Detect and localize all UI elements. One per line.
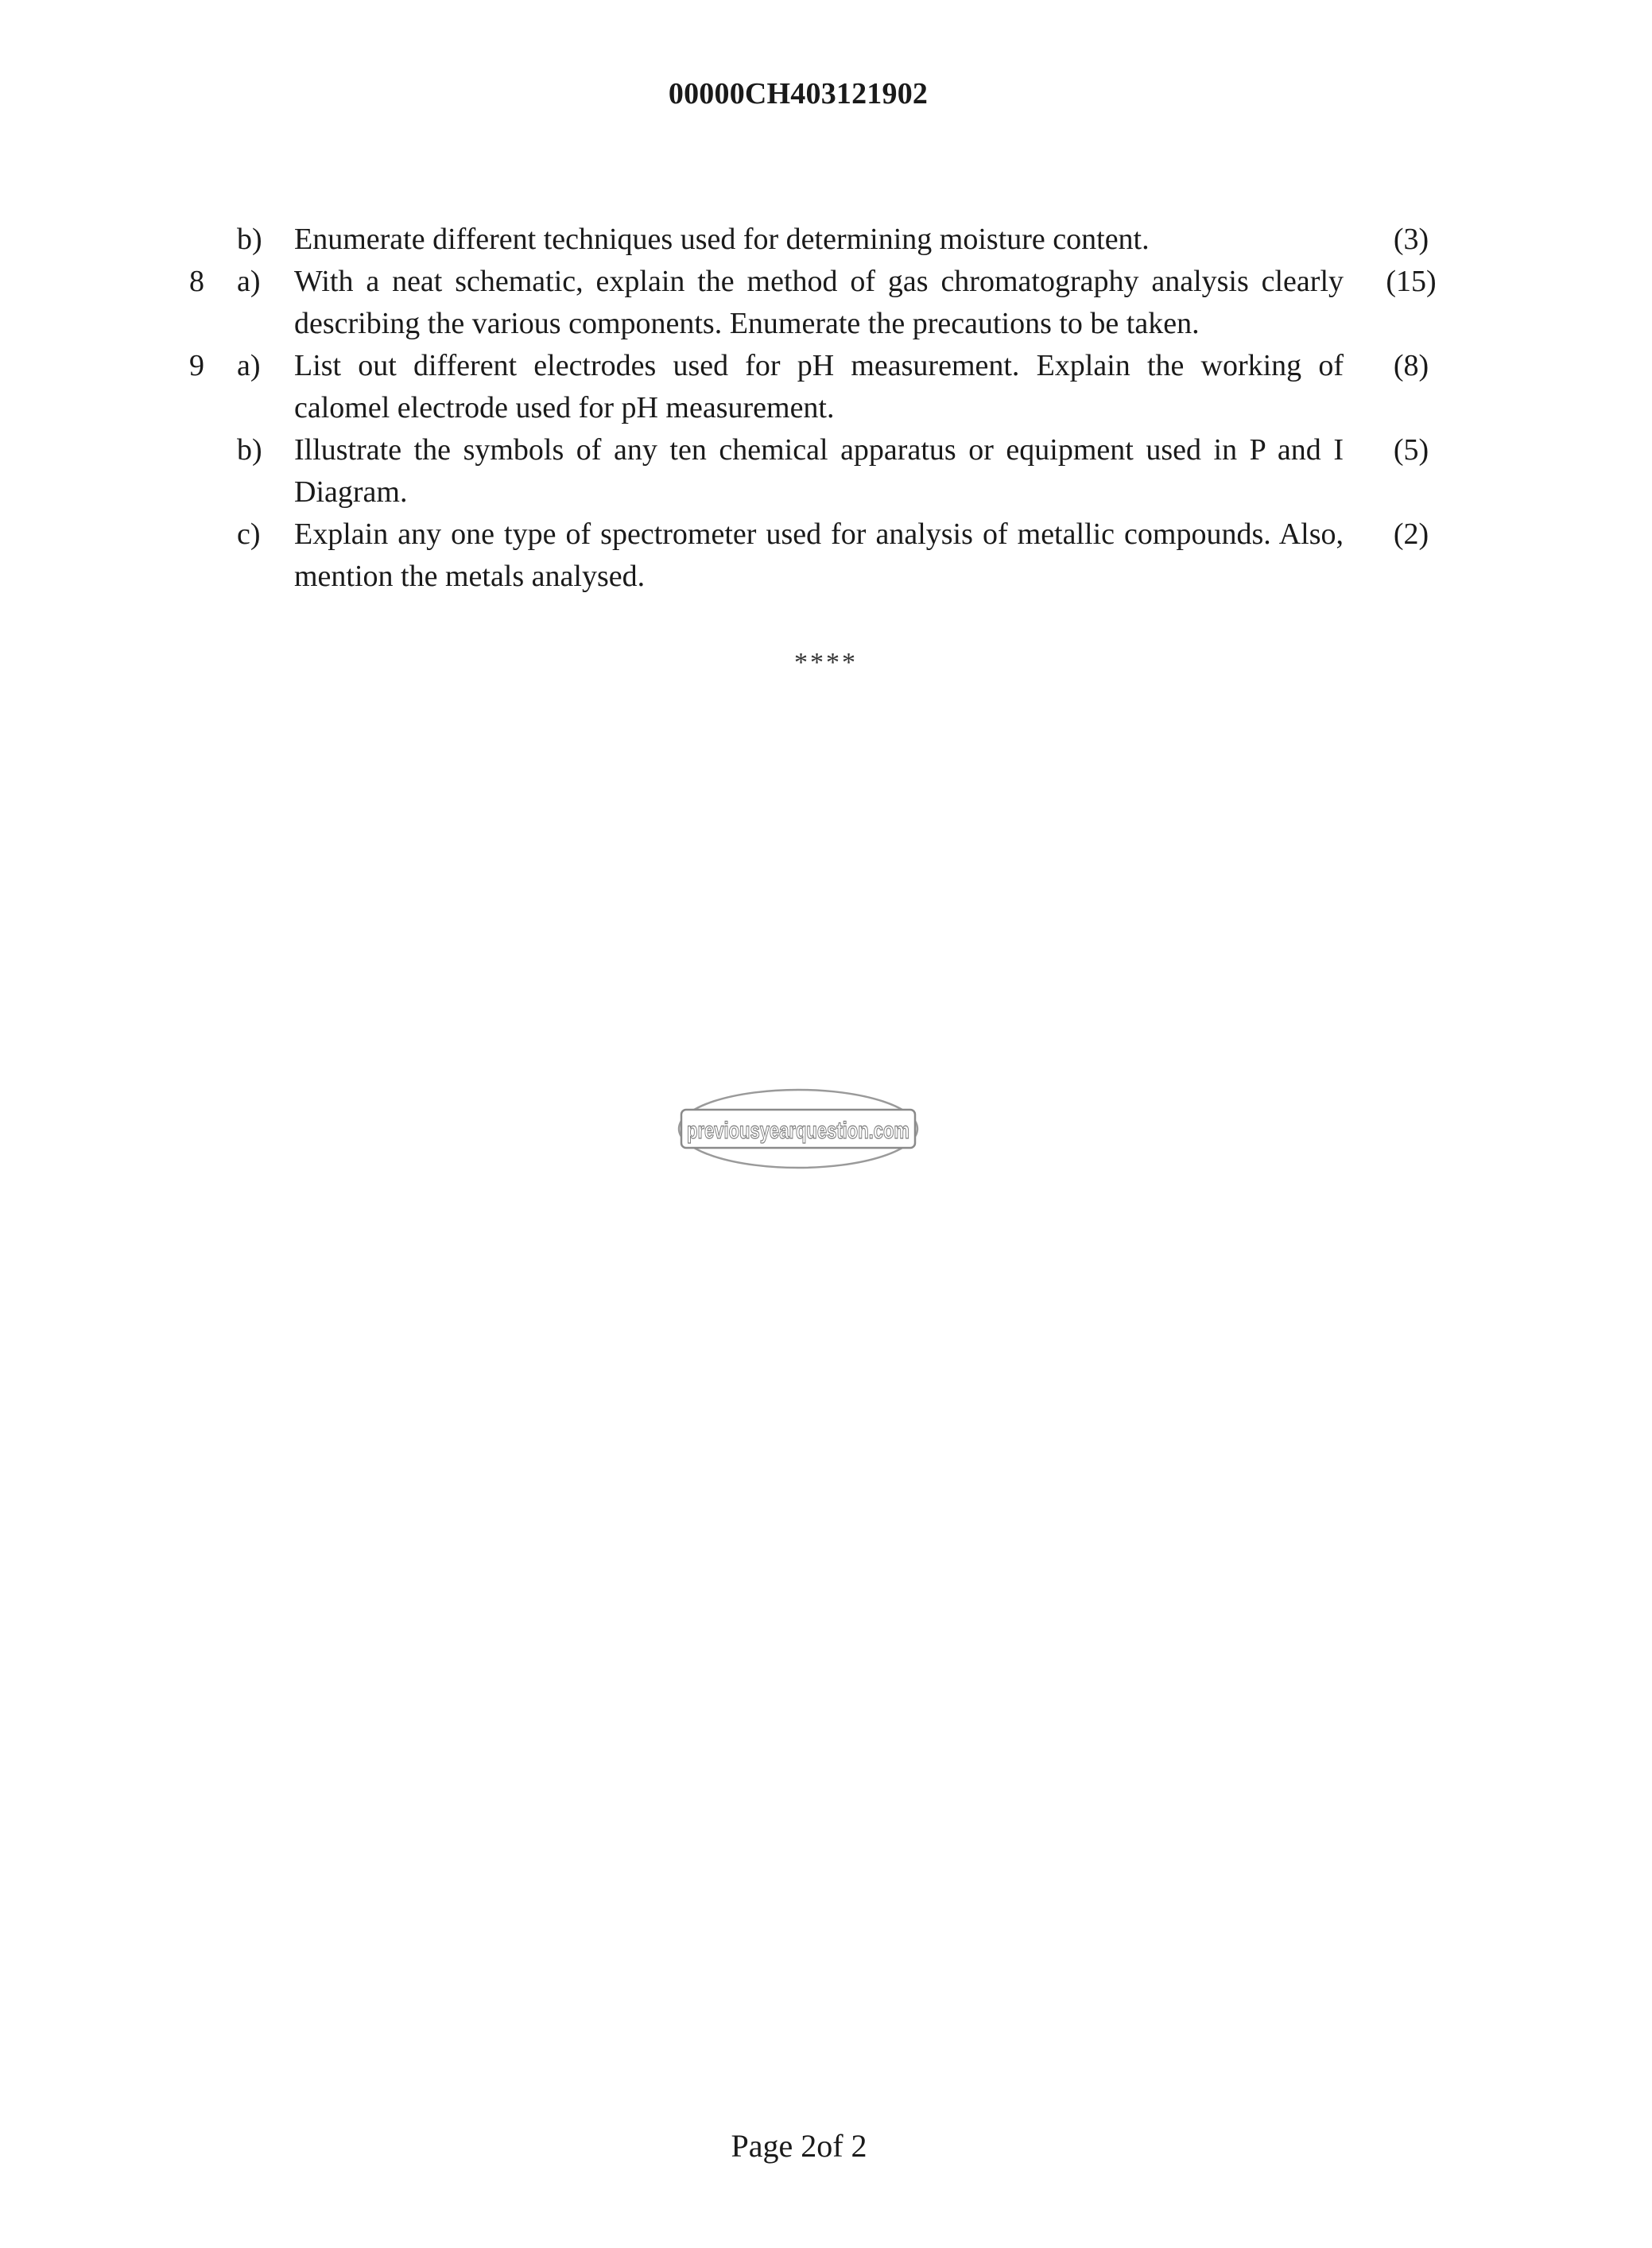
question-marks: (3)	[1393, 223, 1429, 256]
question-row	[0, 219, 1590, 261]
question-part: a)	[237, 349, 261, 382]
question-marks: (5)	[1393, 433, 1429, 467]
question-part: b)	[237, 433, 262, 467]
page-number: Page 2of 2	[731, 2128, 867, 2164]
question-row	[0, 261, 1590, 345]
question-marks: (15)	[1386, 265, 1437, 298]
question-part: c)	[237, 517, 261, 551]
question-row	[0, 345, 1590, 429]
question-marks: (8)	[1393, 349, 1429, 382]
question-text: List out different electrodes used for pH measurement. Explain the working of calomel electrode used for pH measurement.	[294, 349, 1344, 424]
question-marks: (2)	[1393, 517, 1429, 551]
watermark-text: previousyearquestion.com	[687, 1118, 909, 1144]
question-row	[0, 514, 1590, 598]
question-number: 8	[189, 265, 204, 298]
question-part: a)	[237, 265, 261, 298]
question-text: Enumerate different techniques used for determining moisture content.	[294, 223, 1150, 256]
question-number: 9	[189, 349, 204, 382]
question-text: Explain any one type of spectrometer used for analysis of metallic compounds. Also, mention the metals analysed.	[294, 517, 1344, 593]
question-text: Illustrate the symbols of any ten chemical apparatus or equipment used in P and I Diagram.	[294, 433, 1344, 509]
end-of-paper-mark: ****	[794, 648, 858, 677]
question-text: With a neat schematic, explain the method of gas chromatography analysis clearly describing the various components. Enumerate the precautions to be taken.	[294, 265, 1344, 340]
question-row	[0, 429, 1590, 514]
question-part: b)	[237, 223, 262, 256]
paper-code: 00000CH403121902	[668, 77, 929, 110]
watermark-logo	[677, 1087, 920, 1170]
question-list	[0, 219, 1590, 598]
